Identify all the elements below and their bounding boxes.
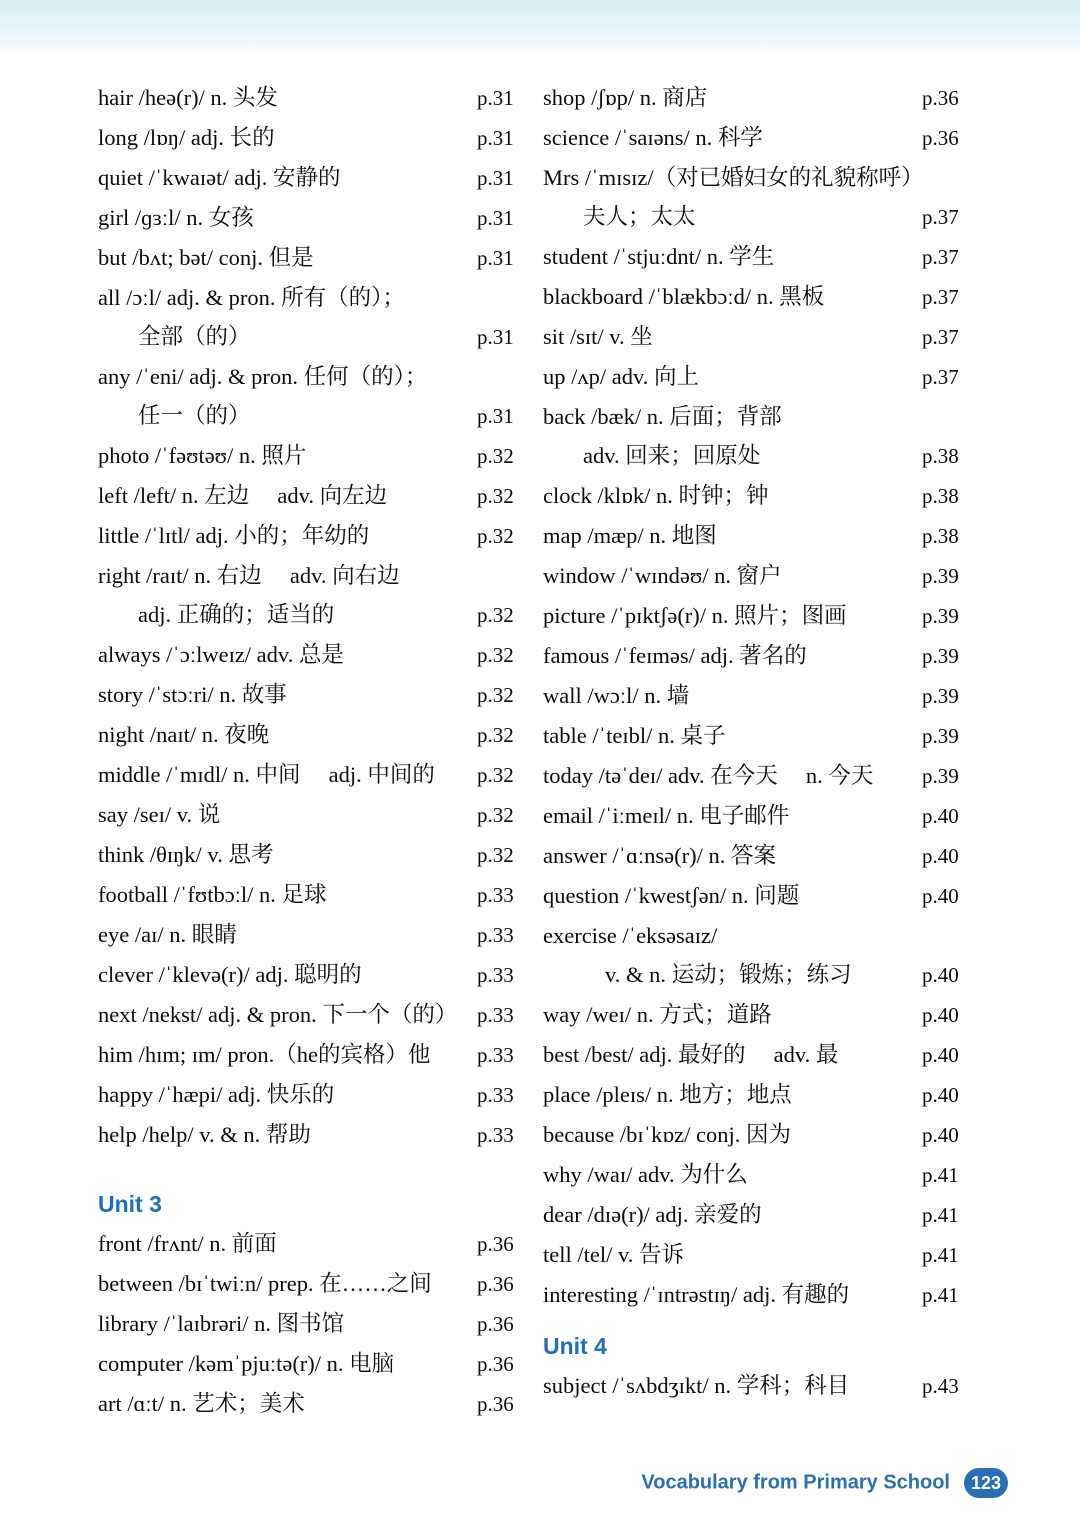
vocabulary-entry (543, 516, 988, 556)
vocabulary-entry (98, 595, 543, 635)
entry-text: quiet /ˈkwaɪət/ adj. 安静的 (98, 165, 341, 190)
entry-page-reference: p.39 (922, 604, 959, 628)
entry-text: question /ˈkwestʃən/ n. 问题 (543, 883, 800, 908)
vocabulary-entry (543, 995, 988, 1035)
page-footer (0, 1468, 1080, 1498)
vocabulary-entry (98, 476, 543, 516)
entry-page-reference: p.36 (477, 1352, 514, 1376)
vocabulary-entry (98, 915, 543, 955)
unit-heading: Unit 4 (543, 1333, 607, 1359)
vocabulary-entry (98, 357, 543, 396)
entry-text: science /ˈsaɪəns/ n. 科学 (543, 125, 763, 150)
entry-text: happy /ˈhæpi/ adj. 快乐的 (98, 1082, 335, 1107)
entry-text: dear /dɪə(r)/ adj. 亲爱的 (543, 1202, 762, 1227)
entry-page-reference: p.38 (922, 524, 959, 548)
entry-page-reference: p.38 (922, 444, 959, 468)
entry-page-reference: p.32 (477, 803, 514, 827)
entry-text: wall /wɔːl/ n. 墙 (543, 683, 690, 708)
vocabulary-entry (98, 755, 543, 795)
entry-text: answer /ˈɑːnsə(r)/ n. 答案 (543, 843, 776, 868)
entry-page-reference: p.40 (922, 844, 959, 868)
entry-page-reference: p.31 (477, 126, 514, 150)
entry-page-reference: p.31 (477, 86, 514, 110)
entry-page-reference: p.39 (922, 564, 959, 588)
entry-page-reference: p.32 (477, 484, 514, 508)
vocabulary-entry (98, 317, 543, 357)
footer-title: Vocabulary from Primary School (641, 1471, 950, 1494)
vocabulary-entry (543, 916, 988, 955)
entry-text: v. & n. 运动；锻炼；练习 (605, 962, 852, 987)
vocabulary-entry (98, 556, 543, 595)
entry-text: picture /ˈpɪktʃə(r)/ n. 照片；图画 (543, 603, 847, 628)
entry-page-reference: p.41 (922, 1163, 959, 1187)
vocabulary-entry (543, 716, 988, 756)
entry-text: think /θɪŋk/ v. 思考 (98, 842, 274, 867)
entry-text: table /ˈteɪbl/ n. 桌子 (543, 723, 726, 748)
entry-page-reference: p.36 (477, 1272, 514, 1296)
entry-text: today /təˈdeɪ/ adv. 在今天 n. 今天 (543, 763, 874, 788)
entry-text: say /seɪ/ v. 说 (98, 802, 221, 827)
entry-text: way /weɪ/ n. 方式；道路 (543, 1002, 772, 1027)
entry-text: long /lɒŋ/ adj. 长的 (98, 125, 275, 150)
entry-text: computer /kəmˈpjuːtə(r)/ n. 电脑 (98, 1351, 395, 1376)
vocabulary-entry (98, 835, 543, 875)
entry-page-reference: p.33 (477, 923, 514, 947)
vocabulary-entry (98, 278, 543, 317)
entry-text: clever /ˈklevə(r)/ adj. 聪明的 (98, 962, 362, 987)
entry-page-reference: p.38 (922, 484, 959, 508)
entry-page-reference: p.32 (477, 683, 514, 707)
entry-text: story /ˈstɔːri/ n. 故事 (98, 682, 287, 707)
entry-text: left /left/ n. 左边 adv. 向左边 (98, 483, 388, 508)
entry-text: clock /klɒk/ n. 时钟；钟 (543, 483, 769, 508)
entry-page-reference: p.41 (922, 1243, 959, 1267)
entry-text: night /naɪt/ n. 夜晚 (98, 722, 270, 747)
unit-heading: Unit 3 (98, 1191, 162, 1217)
entry-page-reference: p.36 (922, 126, 959, 150)
vocabulary-entry (543, 78, 988, 118)
page-top-band (0, 0, 1080, 58)
entry-page-reference: p.40 (922, 804, 959, 828)
vocabulary-entry (543, 1235, 988, 1275)
vocabulary-entry (543, 197, 988, 237)
vocabulary-entry (543, 1155, 988, 1195)
entry-text: adv. 回来；回原处 (583, 443, 761, 468)
vocabulary-entry (98, 1224, 543, 1264)
entry-text: subject /ˈsʌbdʒɪkt/ n. 学科；科目 (543, 1373, 850, 1398)
entry-page-reference: p.33 (477, 1083, 514, 1107)
entry-text: any /ˈeni/ adj. & pron. 任何（的）； (98, 364, 428, 389)
entry-page-reference: p.32 (477, 444, 514, 468)
vocabulary-entry (98, 875, 543, 915)
entry-page-reference: p.43 (922, 1374, 959, 1398)
entry-text: middle /ˈmɪdl/ n. 中间 adj. 中间的 (98, 762, 435, 787)
page-number-badge: 123 (964, 1468, 1008, 1498)
vocabulary-entry (98, 1075, 543, 1115)
vocabulary-entry (98, 1035, 543, 1075)
entry-text: 任一（的） (138, 403, 251, 428)
entry-text: art /ɑːt/ n. 艺术；美术 (98, 1391, 305, 1416)
vocabulary-entry (98, 1384, 543, 1424)
vocabulary-entry (543, 596, 988, 636)
entry-text: exercise /ˈeksəsaɪz/ (543, 923, 718, 948)
entry-text: because /bɪˈkɒz/ conj. 因为 (543, 1122, 791, 1147)
entry-text: map /mæp/ n. 地图 (543, 523, 717, 548)
entry-page-reference: p.39 (922, 764, 959, 788)
vocabulary-entry (98, 635, 543, 675)
entry-text: eye /aɪ/ n. 眼睛 (98, 922, 237, 947)
entry-page-reference: p.41 (922, 1283, 959, 1307)
vocabulary-entry (543, 277, 988, 317)
entry-page-reference: p.31 (477, 206, 514, 230)
entry-page-reference: p.31 (477, 404, 514, 428)
vocabulary-entry (98, 1304, 543, 1344)
entry-page-reference: p.32 (477, 843, 514, 867)
vocabulary-entry (543, 1275, 988, 1315)
entry-page-reference: p.36 (922, 86, 959, 110)
entry-text: shop /ʃɒp/ n. 商店 (543, 85, 708, 110)
section-spacer (98, 1155, 543, 1185)
entry-text: little /ˈlɪtl/ adj. 小的；年幼的 (98, 523, 370, 548)
entry-text: between /bɪˈtwiːn/ prep. 在……之间 (98, 1271, 432, 1296)
entry-text: right /raɪt/ n. 右边 adv. 向右边 (98, 563, 400, 588)
vocabulary-entry (98, 715, 543, 755)
entry-page-reference: p.32 (477, 524, 514, 548)
entry-page-reference: p.37 (922, 205, 959, 229)
entry-text: blackboard /ˈblækbɔːd/ n. 黑板 (543, 284, 825, 309)
entry-page-reference: p.40 (922, 963, 959, 987)
vocabulary-entry (543, 836, 988, 876)
entry-page-reference: p.40 (922, 1123, 959, 1147)
entry-text: girl /ɡɜːl/ n. 女孩 (98, 205, 254, 230)
vocabulary-entry (98, 1115, 543, 1155)
vocabulary-entry (98, 198, 543, 238)
entry-text: him /hɪm; ɪm/ pron.（he的宾格）他 (98, 1042, 431, 1067)
entry-text: famous /ˈfeɪməs/ adj. 著名的 (543, 643, 807, 668)
vocabulary-entry (543, 1115, 988, 1155)
entry-text: front /frʌnt/ n. 前面 (98, 1231, 277, 1256)
vocabulary-entry (98, 78, 543, 118)
entry-page-reference: p.32 (477, 603, 514, 627)
vocabulary-entry (543, 1195, 988, 1235)
entry-page-reference: p.33 (477, 963, 514, 987)
entry-page-reference: p.37 (922, 245, 959, 269)
vocabulary-entry (543, 756, 988, 796)
vocabulary-entry (543, 317, 988, 357)
entry-page-reference: p.31 (477, 166, 514, 190)
entry-page-reference: p.37 (922, 325, 959, 349)
entry-page-reference: p.40 (922, 1003, 959, 1027)
entry-text: help /help/ v. & n. 帮助 (98, 1122, 311, 1147)
vocabulary-entry (98, 675, 543, 715)
entry-page-reference: p.40 (922, 884, 959, 908)
entry-text: always /ˈɔːlweɪz/ adv. 总是 (98, 642, 344, 667)
entry-page-reference: p.33 (477, 1003, 514, 1027)
entry-text: sit /sɪt/ v. 坐 (543, 324, 653, 349)
entry-text: up /ʌp/ adv. 向上 (543, 364, 700, 389)
entry-text: 全部（的） (138, 324, 251, 349)
entry-page-reference: p.37 (922, 285, 959, 309)
vocabulary-entry (543, 556, 988, 596)
vocabulary-entry (98, 158, 543, 198)
vocabulary-entry (543, 357, 988, 397)
entry-page-reference: p.39 (922, 684, 959, 708)
entry-page-reference: p.32 (477, 763, 514, 787)
vocabulary-entry (543, 118, 988, 158)
vocabulary-entry (543, 796, 988, 836)
entry-page-reference: p.32 (477, 723, 514, 747)
entry-text: adj. 正确的；适当的 (138, 602, 335, 627)
entry-page-reference: p.32 (477, 643, 514, 667)
entry-page-reference: p.40 (922, 1083, 959, 1107)
entry-page-reference: p.36 (477, 1392, 514, 1416)
entry-text: why /waɪ/ adv. 为什么 (543, 1162, 748, 1187)
vocabulary-entry (98, 436, 543, 476)
entry-text: Mrs /ˈmɪsɪz/（对已婚妇女的礼貌称呼） (543, 165, 924, 190)
entry-text: football /ˈfʊtbɔːl/ n. 足球 (98, 882, 327, 907)
vocabulary-entry (98, 238, 543, 278)
vocabulary-entry (543, 876, 988, 916)
entry-text: student /ˈstjuːdnt/ n. 学生 (543, 244, 775, 269)
vocabulary-entry (543, 476, 988, 516)
entry-page-reference: p.31 (477, 246, 514, 270)
vocabulary-entry (543, 1366, 988, 1406)
entry-text: but /bʌt; bət/ conj. 但是 (98, 245, 314, 270)
entry-text: back /bæk/ n. 后面；背部 (543, 404, 782, 429)
vocabulary-entry (98, 955, 543, 995)
vocabulary-entry (543, 676, 988, 716)
entry-page-reference: p.36 (477, 1232, 514, 1256)
entry-text: photo /ˈfəʊtəʊ/ n. 照片 (98, 443, 307, 468)
entry-page-reference: p.36 (477, 1312, 514, 1336)
vocabulary-entry (98, 516, 543, 556)
entry-page-reference: p.33 (477, 883, 514, 907)
entry-page-reference: p.33 (477, 1043, 514, 1067)
vocabulary-entry (98, 396, 543, 436)
section-spacer (543, 1315, 988, 1327)
vocabulary-entry (98, 1344, 543, 1384)
vocabulary-entry (543, 397, 988, 436)
entry-text: next /nekst/ adj. & pron. 下一个（的） (98, 1002, 458, 1027)
entry-text: hair /heə(r)/ n. 头发 (98, 85, 278, 110)
entry-text: place /pleɪs/ n. 地方；地点 (543, 1082, 792, 1107)
entry-text: window /ˈwɪndəʊ/ n. 窗户 (543, 563, 782, 588)
vocabulary-entry (543, 955, 988, 995)
entry-page-reference: p.33 (477, 1123, 514, 1147)
vocabulary-entry (543, 1035, 988, 1075)
vocabulary-column-right (543, 78, 988, 1424)
vocabulary-entry (543, 1075, 988, 1115)
vocabulary-entry (543, 636, 988, 676)
vocabulary-columns (0, 78, 1080, 1424)
entry-page-reference: p.39 (922, 724, 959, 748)
vocabulary-entry (98, 118, 543, 158)
vocabulary-entry (543, 436, 988, 476)
entry-text: email /ˈiːmeɪl/ n. 电子邮件 (543, 803, 790, 828)
vocabulary-entry (98, 1264, 543, 1304)
vocabulary-column-left (98, 78, 543, 1424)
entry-text: best /best/ adj. 最好的 adv. 最 (543, 1042, 839, 1067)
entry-text: 夫人；太太 (583, 204, 696, 229)
entry-text: interesting /ˈɪntrəstɪŋ/ adj. 有趣的 (543, 1282, 850, 1307)
entry-text: tell /tel/ v. 告诉 (543, 1242, 685, 1267)
entry-text: all /ɔːl/ adj. & pron. 所有（的）； (98, 285, 405, 310)
vocabulary-entry (543, 237, 988, 277)
vocabulary-entry (98, 795, 543, 835)
vocabulary-entry (98, 995, 543, 1035)
entry-text: library /ˈlaɪbrəri/ n. 图书馆 (98, 1311, 345, 1336)
entry-page-reference: p.31 (477, 325, 514, 349)
vocabulary-entry (543, 158, 988, 197)
entry-page-reference: p.39 (922, 644, 959, 668)
entry-page-reference: p.41 (922, 1203, 959, 1227)
entry-page-reference: p.40 (922, 1043, 959, 1067)
entry-page-reference: p.37 (922, 365, 959, 389)
